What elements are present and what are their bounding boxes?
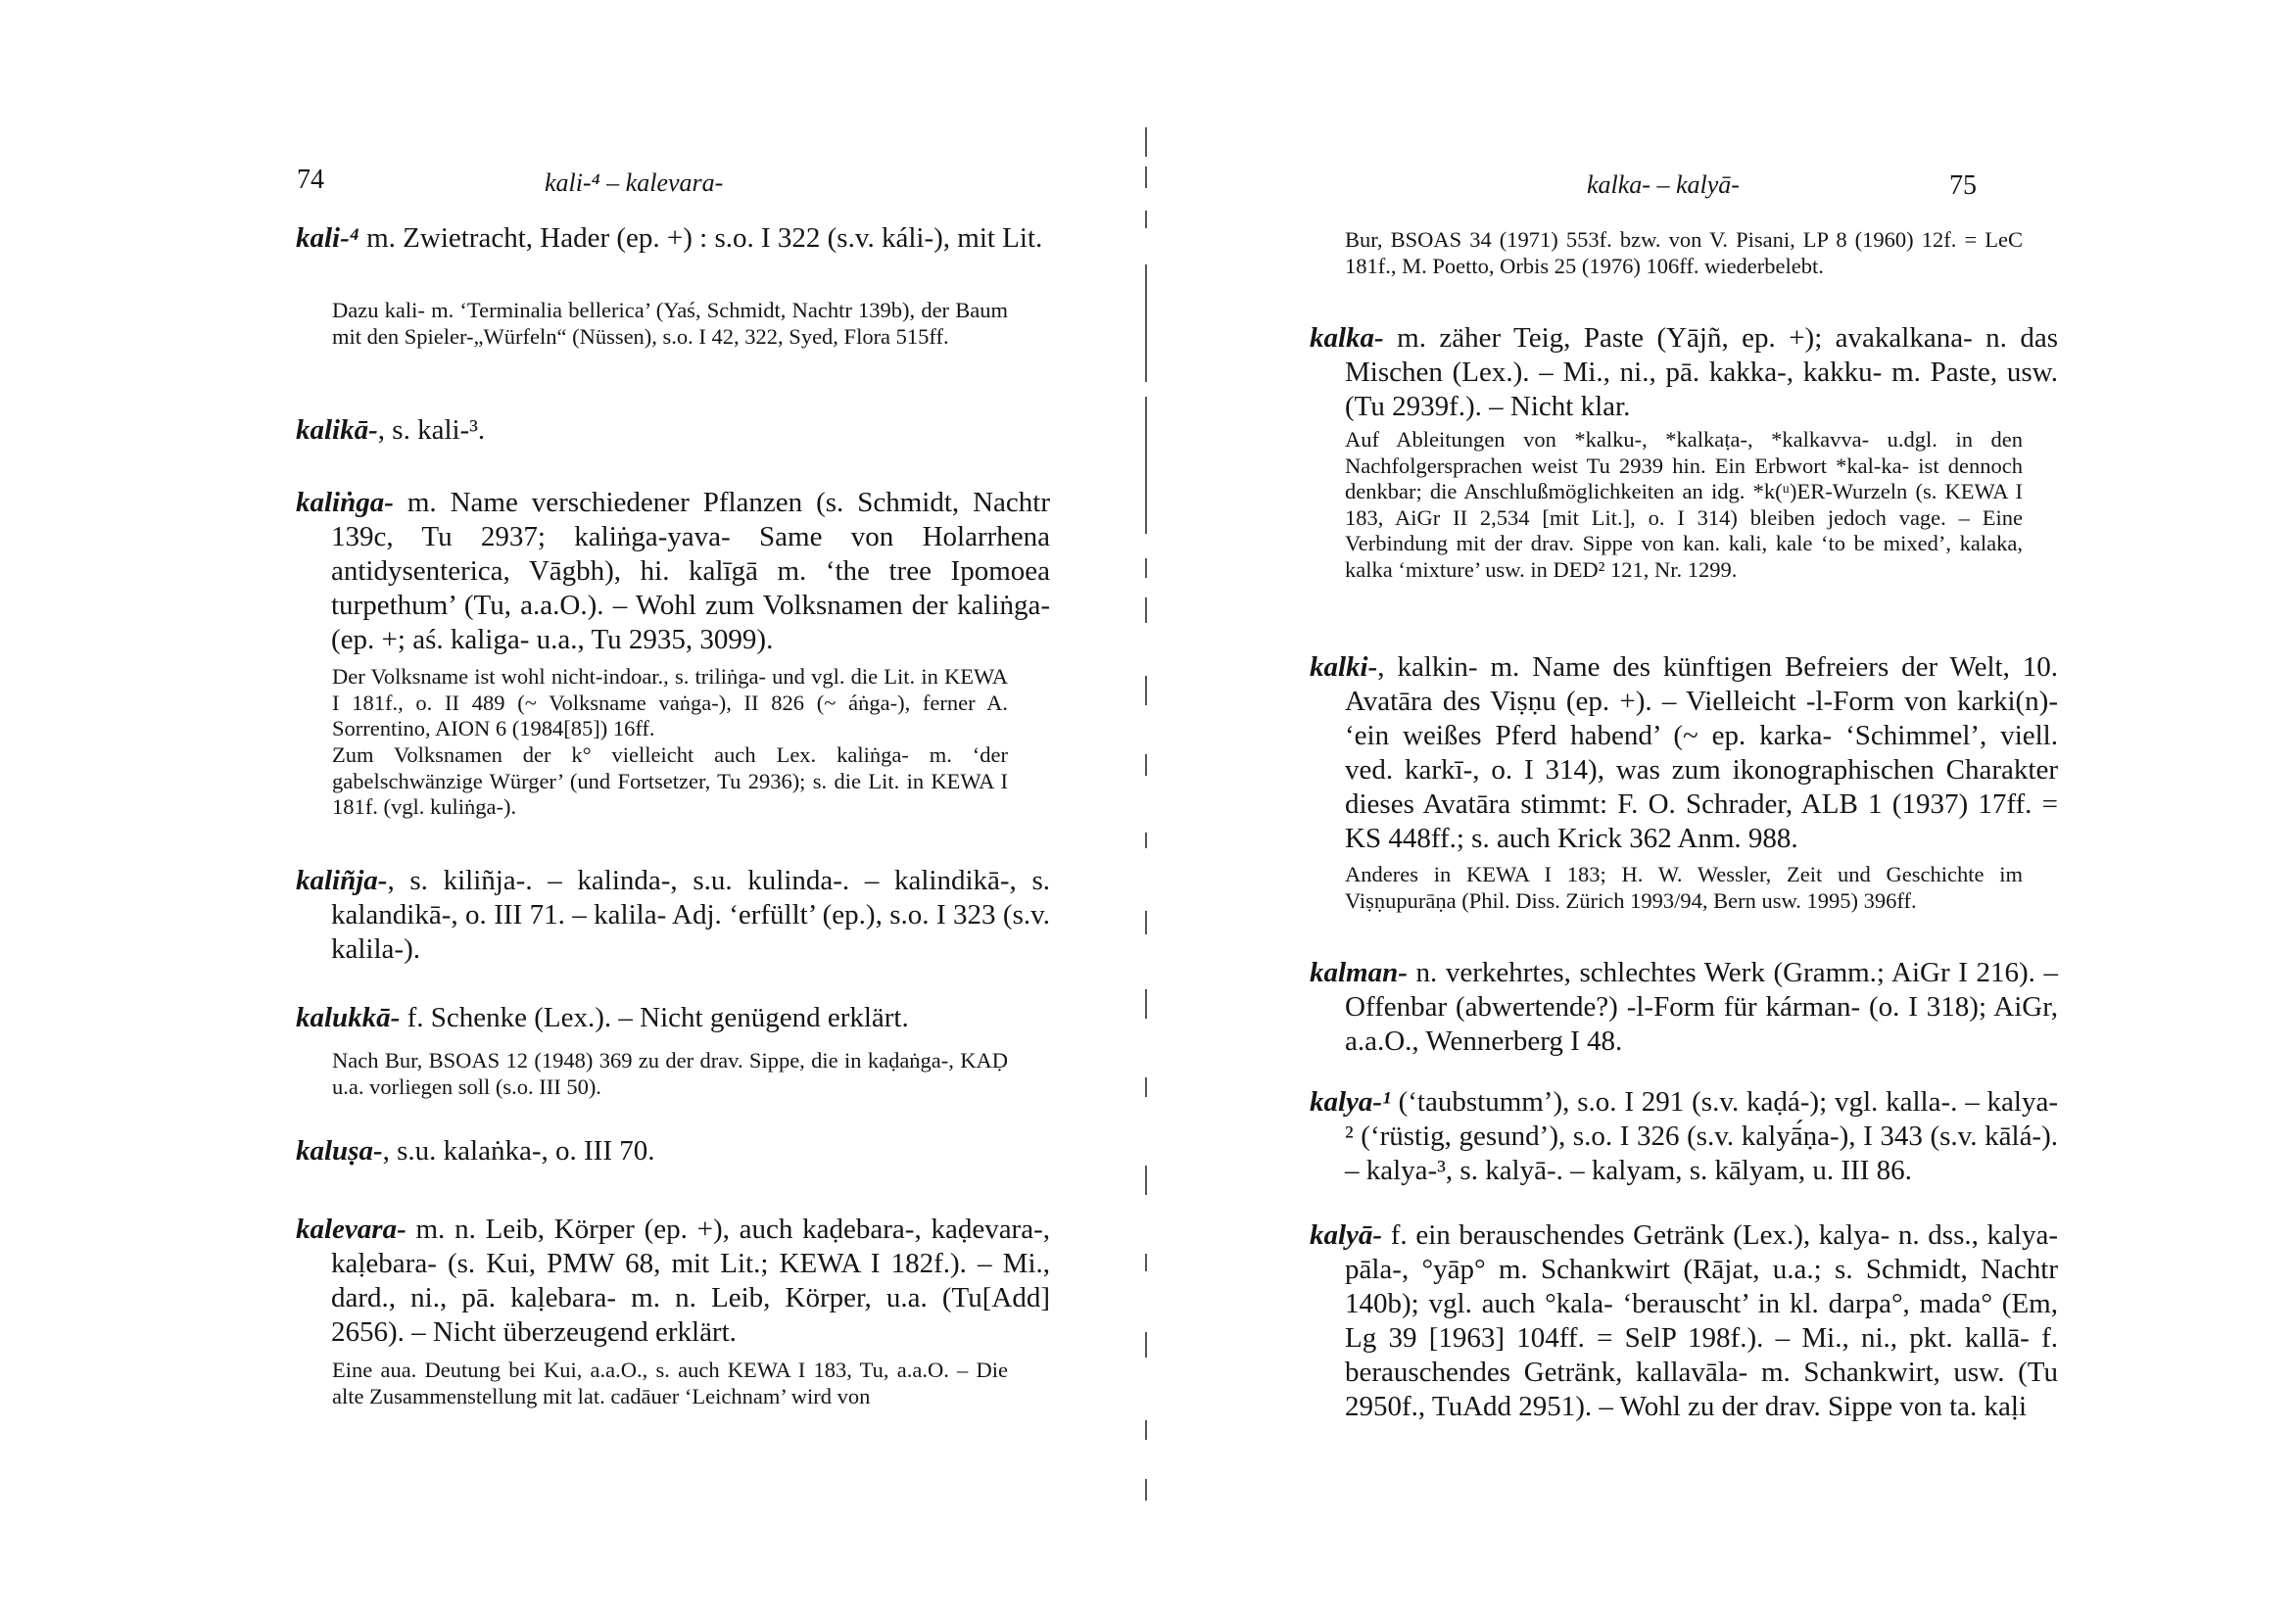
left-page: [0, 0, 1146, 1622]
continued-note: Bur, BSOAS 34 (1971) 553f. bzw. von V. Pisani, LP 8 (1960) 12f. = LeC 181f., M. Poetto, Orbis 25 (1976) 106ff. wiederbelebt.: [1345, 227, 2023, 278]
entry-kalusa: [296, 1134, 1050, 1169]
entry-lemma: kalukkā-: [296, 1002, 401, 1033]
entry-text: f. Schenke (Lex.). – Nicht genügend erklärt.: [400, 1002, 909, 1033]
entry-text: (‘taubstumm’), s.o. I 291 (s.v. kaḍá-); vgl. kalla-. – kalya-² (‘rüstig, gesund’), s.o. I 326 (s.v. kalyā́ṇa-), I 343 (s.v. kālá-). – kalya-³, s. kalyā-. – kalyam, s. kālyam, u. III 86.: [1345, 1086, 2058, 1186]
entry-note: Dazu kali- m. ‘Terminalia bellerica’ (Yaś, Schmidt, Nachtr 139b), der Baum mit den Spieler-„Würfeln“ (Nüssen), s.o. I 42, 322, Syed, Flora 515ff.: [332, 298, 1008, 349]
entry-kalika: [296, 413, 1050, 448]
entry-text: , s. kali-³.: [377, 414, 486, 446]
page-number: 74: [297, 165, 324, 195]
entry-lemma: kalya-¹: [1310, 1086, 1391, 1118]
entry-text: f. ein berauschendes Getränk (Lex.), kalya- n. dss., kalya-pāla-, °yāp° m. Schankwirt (Rājat, u.a.; s. Schmidt, Nachtr 140b); vgl. auch °kala- ‘berauscht’ in kl. darpa°, mada° (Em, Lg 39 [1963] 104ff. = SelP 198f.). – Mi., ni., pkt. kallā- f. berauschendes Getränk, kallavāla- m. Schankwirt, usw. (Tu 2950f., TuAdd 2951). – Wohl zu der drav. Sippe von ta. kaḷi: [1345, 1219, 2058, 1422]
entry-text: , s.u. kalaṅka-, o. III 70.: [382, 1135, 655, 1167]
entry-lemma: kaluṣa-: [296, 1135, 383, 1167]
entry-kalukka: [296, 1001, 1050, 1035]
entry-note: Nach Bur, BSOAS 12 (1948) 369 zu der drav. Sippe, die in kaḍaṅga-, KAḌ u.a. vorliegen soll (s.o. III 50).: [332, 1048, 1008, 1099]
entry-kalki: [1310, 650, 2058, 856]
entry-text: , kalkin- m. Name des künftigen Befreiers der Welt, 10. Avatāra des Viṣṇu (ep. +). – Vielleicht -l-Form von karki(n)- ‘ein weißes Pferd habend’ (~ ep. karka- ‘Schimmel’, viell. ved. karkī-, o. I 314), was zum ikonographischen Charakter dieses Avatāra stimmt: F. O. Schrader, ALB 1 (1937) 17ff. = KS 448ff.; s. auch Krick 362 Anm. 988.: [1345, 651, 2058, 854]
entry-kalinga: [296, 486, 1050, 657]
entry-text: m. Name verschiedener Pflanzen (s. Schmidt, Nachtr 139c, Tu 2937; kaliṅga-yava- Same von Holarrhena antidysenterica, Vāgbh), hi. kalīgā m. ‘the tree Ipomoea turpethum’ (Tu, a.a.O.). – Wohl zum Volksnamen der kaliṅga- (ep. +; aś. kaliga- u.a., Tu 2935, 3099).: [331, 487, 1050, 655]
entry-lemma: kaliñja-: [296, 865, 388, 896]
entry-lemma: kalki-: [1310, 651, 1378, 683]
entry-note: Anderes in KEWA I 183; H. W. Wessler, Zeit und Geschichte im Viṣṇupurāṇa (Phil. Diss. Zürich 1993/94, Bern usw. 1995) 396ff.: [1345, 862, 2023, 913]
entry-kali-4: [296, 221, 1050, 256]
right-page: [1146, 0, 2296, 1622]
page-number: 75: [1949, 170, 1977, 201]
entry-lemma: kalikā-: [296, 414, 378, 446]
entry-lemma: kalyā-: [1310, 1219, 1383, 1251]
entry-lemma: kalman-: [1310, 957, 1408, 988]
entry-lemma: kaliṅga-: [296, 487, 394, 518]
entry-text: m. n. Leib, Körper (ep. +), auch kaḍebara-, kaḍevara-, kaḷebara- (s. Kui, PMW 68, mit Lit.; KEWA I 182f.). – Mi., dard., ni., pā. kaḷebara- m. n. Leib, Körper, u.a. (Tu[Add] 2656). – Nicht überzeugend erklärt.: [331, 1214, 1050, 1348]
entry-kalka: [1310, 321, 2058, 424]
entry-kalman: [1310, 956, 2058, 1059]
entry-text: m. Zwietracht, Hader (ep. +) : s.o. I 322 (s.v. káli-), mit Lit.: [359, 222, 1043, 254]
entry-lemma: kalka-: [1310, 322, 1384, 354]
entry-note: Der Volksname ist wohl nicht-indoar., s. triliṅga- und vgl. die Lit. in KEWA I 181f., o. II 489 (~ Volksname vaṅga-), II 826 (~ áṅga-), ferner A. Sorrentino, AION 6 (1984[85]) 16ff.: [332, 664, 1008, 740]
running-head: kalka- – kalyā-: [1587, 170, 1740, 199]
entry-kalevara: [296, 1213, 1050, 1350]
entry-kalya: [1310, 1085, 2058, 1188]
entry-text: n. verkehrtes, schlechtes Werk (Gramm.; AiGr I 216). – Offenbar (abwertende?) -l-Form für kárman- (o. I 318); AiGr, a.a.O., Wennerberg I 48.: [1345, 957, 2058, 1057]
entry-kalya-f: [1310, 1218, 2058, 1424]
entry-lemma: kali-⁴: [296, 222, 359, 254]
entry-kalinja: [296, 864, 1050, 967]
entry-note: Eine aua. Deutung bei Kui, a.a.O., s. auch KEWA I 183, Tu, a.a.O. – Die alte Zusammenstellung mit lat. cadāuer ‘Leichnam’ wird von: [332, 1358, 1008, 1408]
entry-note: Auf Ableitungen von *kalku-, *kalkaṭa-, *kalkavva- u.dgl. in den Nachfolgersprachen weist Tu 2939 hin. Ein Erbwort *kal-ka- ist dennoch denkbar; die Anschlußmöglichkeiten an idg. *k(ᵘ)ER-Wurzeln (s. KEWA I 183, AiGr II 2,534 [mit Lit.], o. I 314) bleiben jedoch vage. – Eine Verbindung mit der drav. Sippe von kan. kali, kale ‘to be mixed’, kalaka, kalka ‘mixture’ usw. in DED² 121, Nr. 1299.: [1345, 427, 2023, 582]
entry-note: Zum Volksnamen der k° vielleicht auch Lex. kaliṅga- m. ‘der gabelschwänzige Würger’ (und Fortsetzer, Tu 2936); s. die Lit. in KEWA I 181f. (vgl. kuliṅga-).: [332, 742, 1008, 819]
entry-text: , s. kiliñja-. – kalinda-, s.u. kulinda-. – kalindikā-, s. kalandikā-, o. III 71. – kalila- Adj. ‘erfüllt’ (ep.), s.o. I 323 (s.v. kalila-).: [331, 865, 1050, 965]
entry-lemma: kalevara-: [296, 1214, 407, 1245]
running-head: kali-⁴ – kalevara-: [545, 168, 724, 197]
entry-text: m. zäher Teig, Paste (Yājñ, ep. +); avakalkana- n. das Mischen (Lex.). – Mi., ni., pā. kakka-, kakku- m. Paste, usw. (Tu 2939f.). – Nicht klar.: [1345, 322, 2058, 422]
